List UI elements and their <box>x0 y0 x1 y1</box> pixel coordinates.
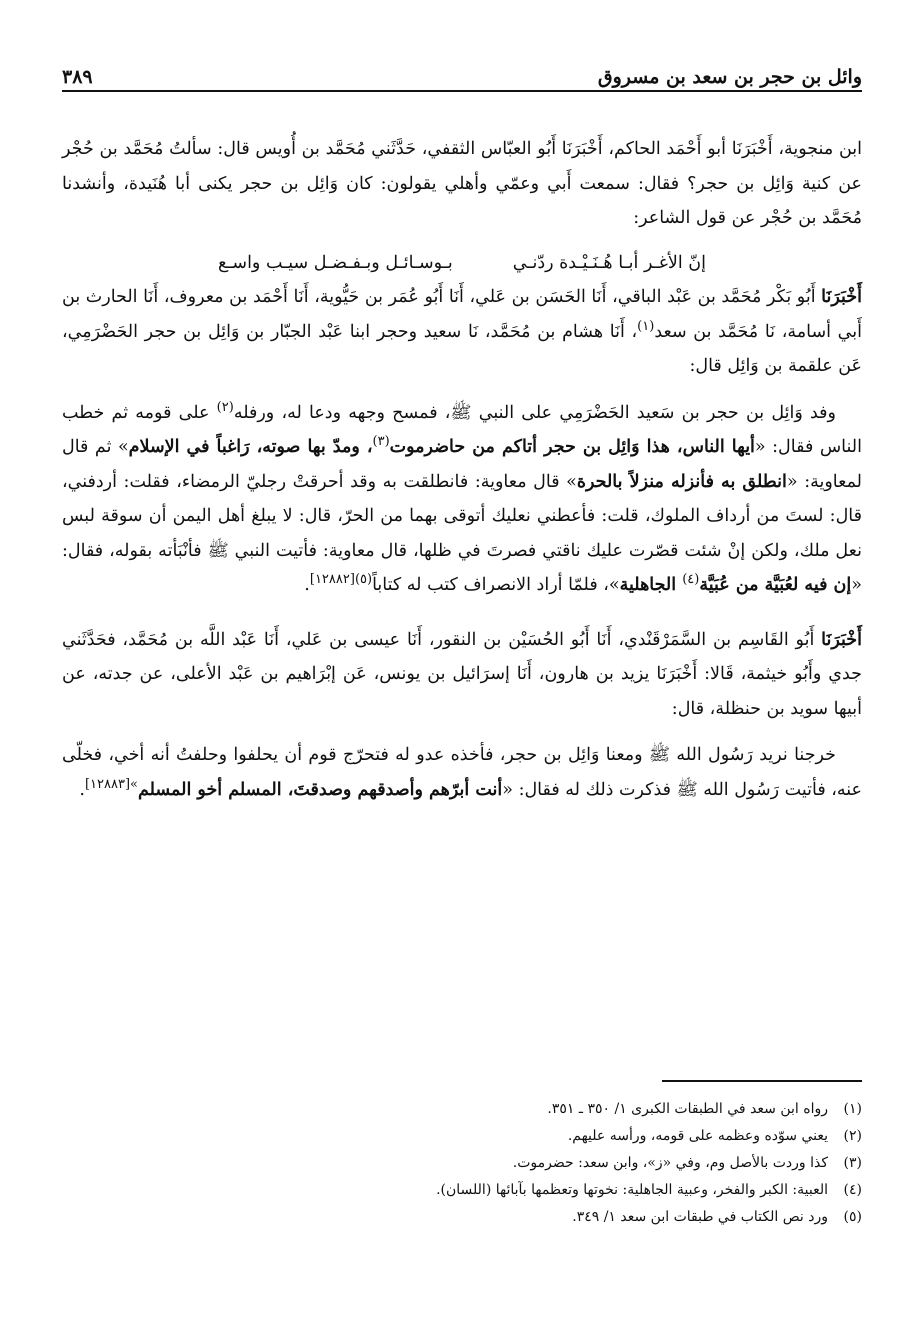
footnote-item <box>62 1096 862 1123</box>
paragraph-2 <box>62 280 862 384</box>
paragraph-5-end: . <box>79 779 85 800</box>
body-text <box>62 132 862 807</box>
footnote-item <box>62 1150 862 1177</box>
page-number: ٣٨٩ <box>62 66 93 88</box>
running-header <box>62 52 862 88</box>
footnote-ref-3[interactable]: (٣) <box>372 434 390 450</box>
footnote-ref-2[interactable]: (٢) <box>216 399 234 415</box>
header-title: وائل بن حجر بن سعد بن مسروق <box>597 66 862 88</box>
paragraph-4-text: أَبُو القَاسِم بن السَّمَرْقَنْدي، أَنَا أَبُو الحُسَيْن بن النقور، أَنَا عيسى بن عَلي، أَنَا عَبْد اللَّه بن مُحَمَّد، فحَدَّثَني جدي وأَبُو خيثمة، قَالا: أَخْبَرَنَا يزيد بن هارون، أَنَا إسرَائيل بن يونس، عَن إبْرَاهيم بن عَبْد الأعلى، عن جدته، عن أبيها سويد بن حنظلة، قال: <box>62 629 862 719</box>
paragraph-1-text: ابن منجوية، أَخْبَرَنَا أبو أَحْمَد الحاكم، أَخْبَرَنَا أَبُو العبّاس الثقفي، حَدَّثَني مُحَمَّد بن أُويس قال: سألتُ مُحَمَّد بن حُجْر عن كنية وَائِل بن حجر؟ فقال: سمعت أَبي وعمّي وأهلي يقولون: كان وَائِل بن حجر يكنى أبا هُنَيدة، وأنشدنا مُحَمَّد بن حُجْر عن قول الشاعر: <box>62 139 862 228</box>
paragraph-5 <box>62 738 862 807</box>
paragraph-3-bold-1: أيها الناس، هذا وَائِل بن حجر أتاكم من حاضرموت <box>389 437 755 457</box>
footnote-ref-4[interactable]: (٤) <box>682 572 700 588</box>
footnote-text: ورد نص الكتاب في طبقات ابن سعد ١/ ٣٤٩. <box>572 1209 828 1225</box>
footnote-number: (٥) <box>843 1209 862 1225</box>
footnote-ref-5[interactable]: (٥)[١٢٨٨٢] <box>309 572 373 588</box>
paragraph-3-part-e: »، فلمّا أراد الانصراف كتب له كتاباً <box>372 575 620 595</box>
header-rule <box>62 90 862 92</box>
verse-second-hemistich: بـوسـائـل وبـفـضـل سيـب واسـع <box>217 252 453 273</box>
paragraph-3-part-c: » ثم قال لمعاوية: « <box>62 437 863 492</box>
footnotes <box>62 1096 862 1231</box>
footnote-text: يعني سوّده وعظمه على قومه، ورأسه عليهم. <box>567 1128 828 1144</box>
poetry-verse <box>62 246 862 281</box>
footnote-item <box>62 1204 862 1231</box>
paragraph-3-part-b: على قومه ثم خطب الناس فقال: « <box>62 402 862 457</box>
footnote-number: (١) <box>843 1101 862 1117</box>
paragraph-4 <box>62 623 862 727</box>
paragraph-3-bold-5: الجاهلية <box>619 575 683 595</box>
footnote-item <box>62 1123 862 1150</box>
paragraph-3-end: . <box>304 575 310 595</box>
paragraph-3 <box>62 396 862 603</box>
footnote-text: العبية: الكبر والفخر، وعبية الجاهلية: نخوتها وتعظمها بآبائها (اللسان). <box>436 1182 828 1198</box>
footnote-number: (٣) <box>843 1155 862 1171</box>
paragraph-3-part-a: وفد وَائِل بن حجر بن سَعيد الحَضْرَمِي على النبي ﷺ، فمسح وجهه ودعا له، ورفله <box>233 402 836 423</box>
footnote-text: رواه ابن سعد في الطبقات الكبرى ١/ ٣٥٠ ـ ٣٥١. <box>547 1101 828 1117</box>
paragraph-3-bold-4: إن فيه لعُبَيَّة من عُبَيَّة <box>699 575 852 595</box>
paragraph-3-part-d: » قال معاوية: فانطلقت به وقد أحرقتْ رجليّ الرمضاء، فقلت: أردفني، قال: لستَ من أرداف الملوك، قلت: فأعطني نعليك أتوقى بهما من الحرّ، قال: لا يبلغ أهل اليمن أن سوقة لبس نعل ملك، ولكن إنْ شئت قصّرت عليك ناقتي فصرتَ في ظلها، قال معاوية: فأتيت النبي ﷺ فأنْبَأته بقوله، فقال: « <box>62 471 862 595</box>
paragraph-2-tail: ، أَنَا هشام بن مُحَمَّد، نَا سعيد وحجر ابنا عَبْد الجبّار بن وَائِل بن حجر الحَضْرَمِي، عَن علقمة بن وَائِل قال: <box>62 321 862 376</box>
verse-first-hemistich: إنّ الأغـر أبـا هُـنَـيْـدة ردّنـي <box>512 252 707 273</box>
reference-number: »[١٢٨٨٣] <box>84 776 138 792</box>
paragraph-3-bold-3: انطلق به فأنزله منزلاً بالحرة <box>576 471 787 492</box>
footnote-rule <box>662 1080 862 1082</box>
footnote-number: (٤) <box>843 1182 862 1198</box>
paragraph-5-text: خرجنا نريد رَسُول الله ﷺ ومعنا وَائِل بن حجر، فأخذه عدو له فتحرّج قوم أن يحلفوا وحلفتُ أنه أخي، فخلّى عنه، فأتيت رَسُول الله ﷺ فذكرت ذلك له فقال: « <box>62 745 862 800</box>
footnote-item <box>62 1177 862 1204</box>
paragraph-2-text: أَبُو بَكْر مُحَمَّد بن عَبْد الباقي، أَنَا الحَسَن بن عَلي، أَنَا أَبُو عُمَر بن حَيُّوية، أَنَا أَحْمَد بن معروف، أَنَا الحارث بن أَبي أسامة، نَا مُحَمَّد بن سعد <box>62 287 862 342</box>
paragraph-1 <box>62 132 862 236</box>
footnote-text: كذا وردت بالأصل وم، وفي «ز»، وابن سعد: حضرموت. <box>512 1155 828 1171</box>
paragraph-4-lead: أَخْبَرَنَا <box>821 629 862 650</box>
footnote-ref-1[interactable]: (١) <box>637 318 655 334</box>
paragraph-2-lead: أَخْبَرَنَا <box>821 287 862 307</box>
footnote-number: (٢) <box>843 1128 862 1144</box>
paragraph-5-bold: أنت أبرّهم وأصدقهم وصدقتَ، المسلم أخو المسلم <box>137 779 503 800</box>
paragraph-3-bold-2: ، ومدّ بها صوته، رَاغباً في الإسلام <box>128 437 373 457</box>
